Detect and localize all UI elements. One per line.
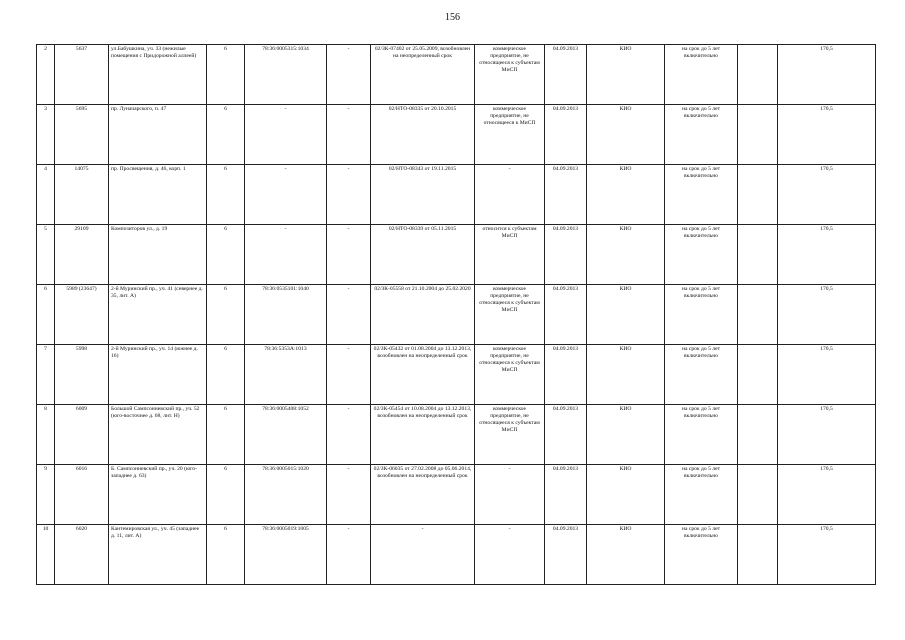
address-cell: 2-й Муринский пр., уч. 41 (севернее д. 35, лит. А) xyxy=(109,285,207,345)
address-cell: пр. Луначарского, п. 47 xyxy=(109,105,207,165)
organization-cell: КИО xyxy=(587,525,665,585)
registry-table xyxy=(36,44,876,585)
organization-cell: КИО xyxy=(587,285,665,345)
contract-cell: 02/НТО-08343 от 19.11.2015 xyxy=(371,165,475,225)
organization-cell: КИО xyxy=(587,405,665,465)
date-cell: 04.09.2013 xyxy=(545,345,587,405)
zone-cell: 6 xyxy=(207,105,245,165)
table-row xyxy=(37,465,876,525)
term-cell: на срок до 5 лет включительно xyxy=(665,285,738,345)
date-cell: 04.09.2013 xyxy=(545,225,587,285)
row-number-cell: 2 xyxy=(37,45,55,105)
value-cell: 170,5 xyxy=(778,345,876,405)
zone-cell: 6 xyxy=(207,345,245,405)
cadastral-number-cell: - xyxy=(245,165,327,225)
contract-cell: - xyxy=(371,525,475,585)
term-cell: на срок до 5 лет включительно xyxy=(665,165,738,225)
blank-cell xyxy=(738,405,778,465)
organization-cell: КИО xyxy=(587,465,665,525)
empty-cell: - xyxy=(327,525,371,585)
value-cell: 170,5 xyxy=(778,45,876,105)
contract-cell: 02/НТО-08339 от 05.11.2015 xyxy=(371,225,475,285)
organization-cell: КИО xyxy=(587,345,665,405)
table-row xyxy=(37,285,876,345)
organization-cell: КИО xyxy=(587,105,665,165)
cadastral-number-cell: 78:36:0005408:1052 xyxy=(245,405,327,465)
object-id-cell: 5695 xyxy=(55,105,109,165)
address-cell: пр. Просвещения, д. 46, корп. 1 xyxy=(109,165,207,225)
table-row xyxy=(37,405,876,465)
contract-cell: 02/ЗК-05454 от 10.08.2004 до 13.12.2013, возобновлен на неопределенный срок xyxy=(371,405,475,465)
object-id-cell: 5637 xyxy=(55,45,109,105)
value-cell: 170,5 xyxy=(778,465,876,525)
zone-cell: 6 xyxy=(207,225,245,285)
contract-cell: 02/ЗК-07402 от 25.05.2009, возобновлен на неопределенный срок xyxy=(371,45,475,105)
registry-body xyxy=(37,45,876,585)
value-cell: 170,5 xyxy=(778,105,876,165)
row-number-cell: 7 xyxy=(37,345,55,405)
table-row xyxy=(37,225,876,285)
empty-cell: - xyxy=(327,225,371,285)
category-cell: коммерческое предприятие, не относящееся к МиСП xyxy=(475,105,545,165)
category-cell: коммерческое предприятие, не относящееся к субъектам МиСП xyxy=(475,405,545,465)
object-id-cell: 6009 xyxy=(55,405,109,465)
zone-cell: 6 xyxy=(207,285,245,345)
organization-cell: КИО xyxy=(587,165,665,225)
term-cell: на срок до 5 лет включительно xyxy=(665,345,738,405)
category-cell: - xyxy=(475,525,545,585)
table-row xyxy=(37,165,876,225)
address-cell: Кантемировская ул., уч. 45 (западнее д. 11, лит. А) xyxy=(109,525,207,585)
date-cell: 04.09.2013 xyxy=(545,525,587,585)
address-cell: Композиторов ул., д. 19 xyxy=(109,225,207,285)
term-cell: на срок до 5 лет включительно xyxy=(665,525,738,585)
row-number-cell: 9 xyxy=(37,465,55,525)
term-cell: на срок до 5 лет включительно xyxy=(665,225,738,285)
row-number-cell: 6 xyxy=(37,285,55,345)
object-id-cell: 6020 xyxy=(55,525,109,585)
row-number-cell: 3 xyxy=(37,105,55,165)
date-cell: 04.09.2013 xyxy=(545,105,587,165)
blank-cell xyxy=(738,105,778,165)
empty-cell: - xyxy=(327,405,371,465)
value-cell: 170,5 xyxy=(778,285,876,345)
object-id-cell: 29109 xyxy=(55,225,109,285)
category-cell: - xyxy=(475,465,545,525)
contract-cell: 02/ЗК-05432 от 01.08.2004 до 13.12.2013, возобновлен на неопределенный срок xyxy=(371,345,475,405)
date-cell: 04.09.2013 xyxy=(545,465,587,525)
organization-cell: КИО xyxy=(587,225,665,285)
empty-cell: - xyxy=(327,45,371,105)
zone-cell: 6 xyxy=(207,165,245,225)
date-cell: 04.09.2013 xyxy=(545,285,587,345)
cadastral-number-cell: - xyxy=(245,225,327,285)
empty-cell: - xyxy=(327,345,371,405)
object-id-cell: 5998 xyxy=(55,345,109,405)
category-cell: относится к субъектам МиСП xyxy=(475,225,545,285)
object-id-cell: 6016 xyxy=(55,465,109,525)
zone-cell: 6 xyxy=(207,405,245,465)
cadastral-number-cell: 78:36:0005019:1005 xyxy=(245,525,327,585)
address-cell: Большой Сампсониевский пр., уч. 52 (юго-восточнее д. 68, лит. Н) xyxy=(109,405,207,465)
blank-cell xyxy=(738,525,778,585)
blank-cell xyxy=(738,165,778,225)
date-cell: 04.09.2013 xyxy=(545,405,587,465)
value-cell: 170,5 xyxy=(778,525,876,585)
category-cell: коммерческое предприятие, не относящееся к субъектам МиСП xyxy=(475,45,545,105)
address-cell: 2-й Муринский пр., уч. 14 (южнее д. 16) xyxy=(109,345,207,405)
value-cell: 170,5 xyxy=(778,165,876,225)
empty-cell: - xyxy=(327,165,371,225)
cadastral-number-cell: 78:36:5353А:1013 xyxy=(245,345,327,405)
value-cell: 170,5 xyxy=(778,225,876,285)
row-number-cell: 8 xyxy=(37,405,55,465)
page-number: 156 xyxy=(445,12,460,23)
table-row xyxy=(37,525,876,585)
organization-cell: КИО xyxy=(587,45,665,105)
blank-cell xyxy=(738,45,778,105)
contract-cell: 02/НТО-08335 от 20.10.2015 xyxy=(371,105,475,165)
empty-cell: - xyxy=(327,465,371,525)
cadastral-number-cell: - xyxy=(245,105,327,165)
blank-cell xyxy=(738,345,778,405)
contract-cell: 02/ЗК-06035 от 27.02.2008 до 05.06.2014, возобновлен на неопределенный срок xyxy=(371,465,475,525)
zone-cell: 6 xyxy=(207,525,245,585)
value-cell: 170,5 xyxy=(778,405,876,465)
date-cell: 04.09.2013 xyxy=(545,45,587,105)
table-row xyxy=(37,345,876,405)
zone-cell: 6 xyxy=(207,465,245,525)
object-id-cell: 5989 (23647) xyxy=(55,285,109,345)
contract-cell: 02/ЗК-05558 от 21.10.2004 до 25.02.2020 xyxy=(371,285,475,345)
blank-cell xyxy=(738,285,778,345)
term-cell: на срок до 5 лет включительно xyxy=(665,45,738,105)
blank-cell xyxy=(738,465,778,525)
term-cell: на срок до 5 лет включительно xyxy=(665,465,738,525)
empty-cell: - xyxy=(327,285,371,345)
cadastral-number-cell: 78:36:0005315:1034 xyxy=(245,45,327,105)
zone-cell: 6 xyxy=(207,45,245,105)
address-cell: ул.Бабушкина, уч. 33 (нежилые помещения с Придорожной аллеей) xyxy=(109,45,207,105)
cadastral-number-cell: 78:36:0535101:1040 xyxy=(245,285,327,345)
row-number-cell: 4 xyxy=(37,165,55,225)
empty-cell: - xyxy=(327,105,371,165)
row-number-cell: 10 xyxy=(37,525,55,585)
date-cell: 04.09.2013 xyxy=(545,165,587,225)
category-cell: коммерческое предприятие, не относящееся к субъектам МиСП xyxy=(475,285,545,345)
address-cell: Б. Сампсониевский пр., уч. 20 (юго-западнее д. 63) xyxy=(109,465,207,525)
row-number-cell: 5 xyxy=(37,225,55,285)
category-cell: - xyxy=(475,165,545,225)
term-cell: на срок до 5 лет включительно xyxy=(665,105,738,165)
term-cell: на срок до 5 лет включительно xyxy=(665,405,738,465)
category-cell: коммерческое предприятие, не относящееся к субъектам МиСП xyxy=(475,345,545,405)
cadastral-number-cell: 78:36:0005015:1020 xyxy=(245,465,327,525)
blank-cell xyxy=(738,225,778,285)
object-id-cell: 14075 xyxy=(55,165,109,225)
table-row xyxy=(37,105,876,165)
table-row xyxy=(37,45,876,105)
